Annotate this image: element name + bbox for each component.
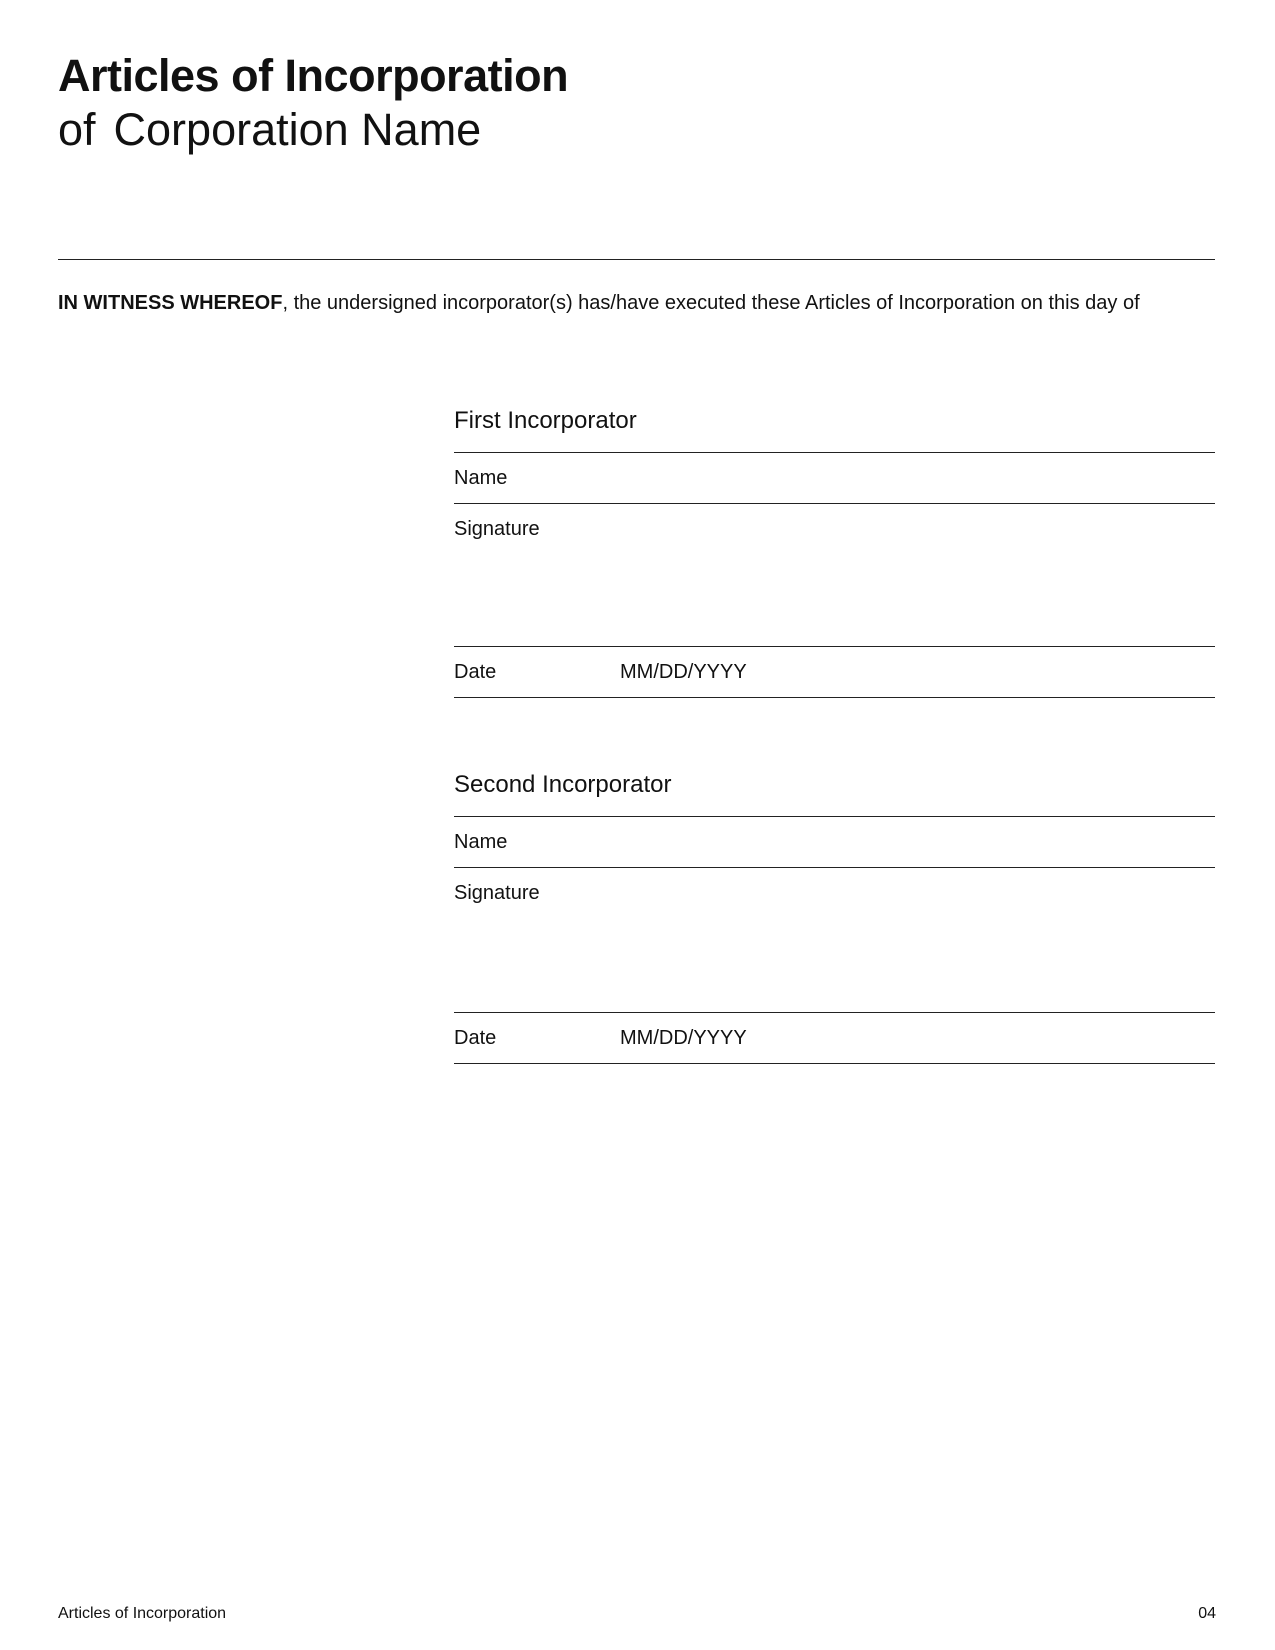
first-signature-label: Signature [454, 518, 540, 540]
corporation-name: Corporation Name [113, 104, 482, 155]
first-name-divider [454, 503, 1215, 504]
first-incorporator-heading: First Incorporator [454, 407, 637, 434]
second-incorporator-heading: Second Incorporator [454, 771, 672, 798]
second-incorporator-block [454, 764, 1215, 1064]
second-date-label: Date [454, 1027, 497, 1049]
second-name-label: Name [454, 831, 508, 853]
first-date-divider [454, 697, 1215, 698]
second-date-value: MM/DD/YYYY [620, 1027, 747, 1049]
first-heading-divider [454, 452, 1215, 453]
subtitle-prefix: of [58, 104, 96, 155]
footer-page-number: 04 [1198, 1605, 1216, 1622]
first-date-label: Date [454, 661, 497, 683]
first-name-label: Name [454, 467, 508, 489]
header-divider [58, 259, 1215, 260]
first-signature-divider [454, 646, 1215, 647]
witness-statement [58, 290, 1140, 316]
witness-lead: IN WITNESS WHEREOF [58, 292, 283, 314]
second-date-divider [454, 1063, 1215, 1064]
second-signature-divider [454, 1012, 1215, 1013]
second-signature-label: Signature [454, 882, 540, 904]
first-date-value: MM/DD/YYYY [620, 661, 747, 683]
second-name-divider [454, 867, 1215, 868]
document-subtitle [58, 102, 481, 158]
witness-text: , the undersigned incorporator(s) has/have executed these Articles of Incorporation on this day of [282, 292, 1140, 314]
first-incorporator-block [454, 400, 1215, 700]
second-heading-divider [454, 816, 1215, 817]
footer-document-name: Articles of Incorporation [58, 1605, 227, 1622]
document-title: Articles of Incorporation [58, 50, 569, 101]
